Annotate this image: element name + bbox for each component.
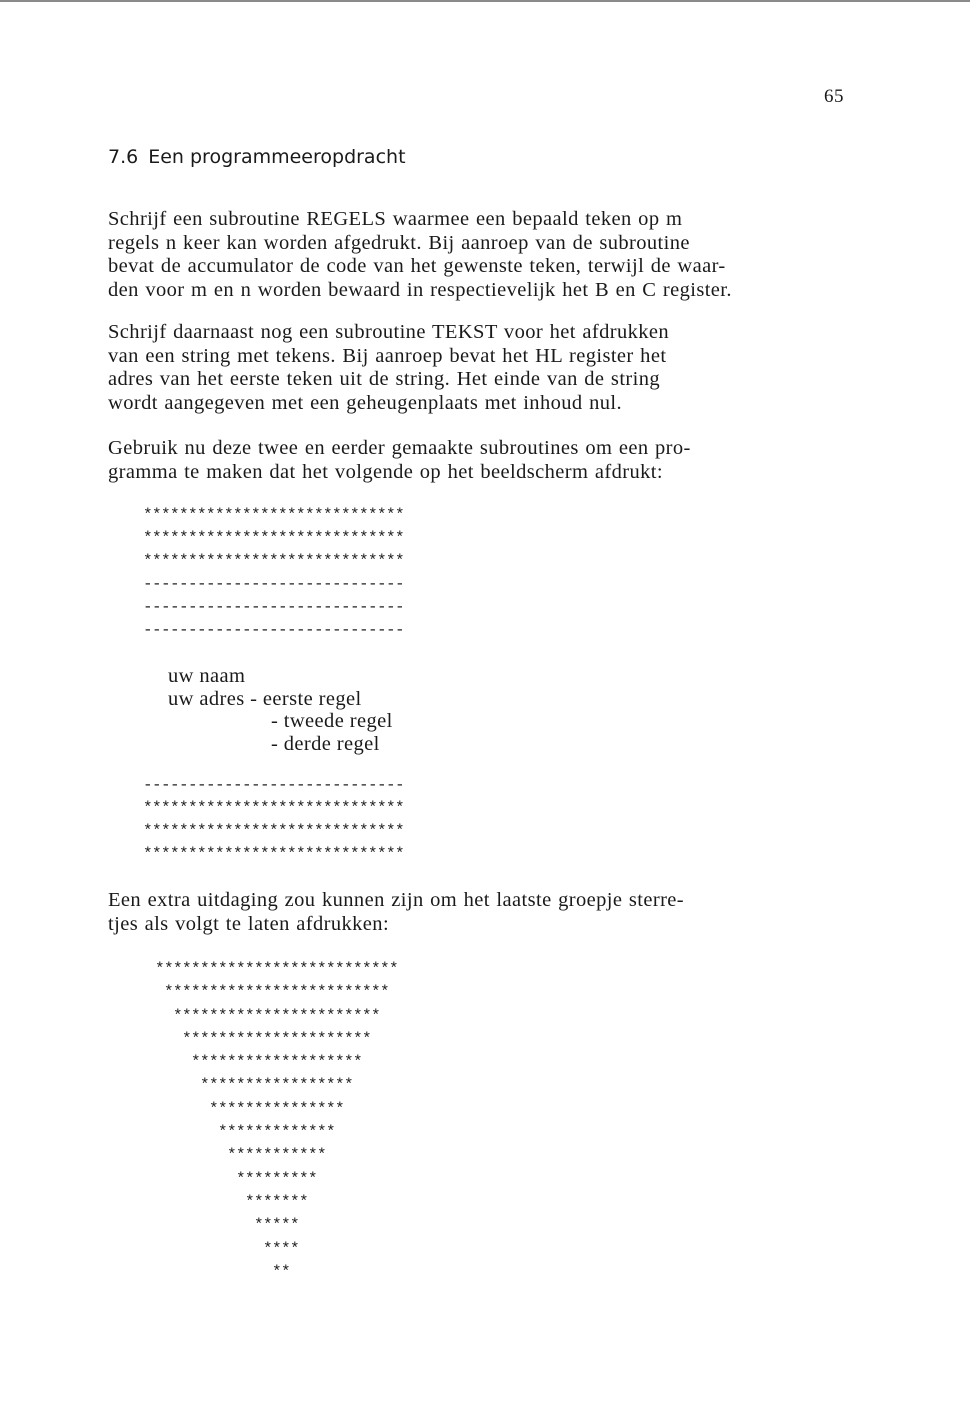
figure-top-block bbox=[143, 504, 404, 642]
section-title: Een programmeeropdracht bbox=[148, 146, 406, 168]
figure-bottom-block bbox=[143, 774, 404, 866]
paragraph-gebruik bbox=[108, 437, 868, 484]
name-line: uw naam bbox=[168, 665, 246, 687]
scan-edge bbox=[0, 0, 970, 2]
address-value: - eerste regel bbox=[250, 687, 362, 710]
address-value: - tweede regel bbox=[271, 710, 393, 732]
text-line: Schrijf een subroutine REGELS waarmee een bepaald teken op m bbox=[108, 208, 683, 230]
text-line: wordt aangegeven met een geheugenplaats met inhoud nul. bbox=[108, 391, 623, 414]
paragraph-uitdaging bbox=[108, 889, 868, 936]
page-number: 65 bbox=[824, 86, 844, 107]
triangle-line: ********* bbox=[155, 1169, 399, 1188]
text-line: Schrijf daarnaast nog een subroutine TEKST voor het afdrukken bbox=[108, 321, 670, 343]
figure-line: ***************************** bbox=[143, 845, 405, 863]
address-value: - derde regel bbox=[271, 732, 380, 755]
address-line-3 bbox=[168, 733, 393, 756]
address-label: uw adres bbox=[168, 687, 245, 710]
text-line: adres van het eerste teken uit de string. Het einde van de string bbox=[108, 368, 661, 390]
figure-line: ----------------------------- bbox=[143, 776, 405, 794]
text-line: Een extra uitdaging zou kunnen zijn om het laatste groepje sterre- bbox=[108, 889, 685, 911]
triangle-line: ** bbox=[155, 1262, 399, 1281]
text-line: van een string met tekens. Bij aanroep bevat het HL register het bbox=[108, 344, 667, 367]
figure-line: ----------------------------- bbox=[143, 575, 405, 593]
triangle-line: ***** bbox=[155, 1216, 399, 1235]
figure-line: ----------------------------- bbox=[143, 621, 405, 639]
paragraph-tekst bbox=[108, 321, 868, 415]
figure-line: ***************************** bbox=[143, 799, 405, 817]
triangle-line: *********** bbox=[155, 1146, 399, 1165]
triangle-line: *********************** bbox=[155, 1006, 399, 1025]
triangle-line: ******************* bbox=[155, 1053, 399, 1072]
section-heading bbox=[108, 146, 406, 168]
address-line-2 bbox=[168, 710, 393, 733]
triangle-line: ***************** bbox=[155, 1076, 399, 1095]
figure-line: ***************************** bbox=[143, 506, 405, 524]
figure-line: ***************************** bbox=[143, 529, 405, 547]
triangle-figure bbox=[155, 958, 398, 1284]
text-line: Gebruik nu deze twee en eerder gemaakte subroutines om een pro- bbox=[108, 437, 691, 459]
text-line: gramma te maken dat het volgende op het beeldscherm afdrukt: bbox=[108, 460, 663, 483]
section-number: 7.6 bbox=[108, 146, 139, 168]
triangle-line: ************************* bbox=[155, 983, 399, 1002]
triangle-line: *************************** bbox=[155, 960, 399, 978]
triangle-line: **** bbox=[155, 1239, 399, 1258]
address-block bbox=[168, 665, 393, 755]
figure-line: ----------------------------- bbox=[143, 598, 405, 616]
paragraph-regels bbox=[108, 208, 868, 302]
figure-line: ***************************** bbox=[143, 822, 405, 840]
figure-line: ***************************** bbox=[143, 552, 405, 570]
triangle-line: ************* bbox=[155, 1123, 399, 1142]
triangle-line: ******* bbox=[155, 1192, 399, 1211]
text-line: tjes als volgt te laten afdrukken: bbox=[108, 912, 390, 935]
text-line: regels n keer kan worden afgedrukt. Bij aanroep van de subroutine bbox=[108, 231, 690, 254]
triangle-line: *************** bbox=[155, 1099, 399, 1118]
text-line: den voor m en n worden bewaard in respectievelijk het B en C register. bbox=[108, 278, 732, 301]
address-line-1 bbox=[168, 688, 393, 711]
text-line: bevat de accumulator de code van het gewenste teken, terwijl de waar- bbox=[108, 255, 726, 277]
triangle-line: ********************* bbox=[155, 1029, 399, 1048]
